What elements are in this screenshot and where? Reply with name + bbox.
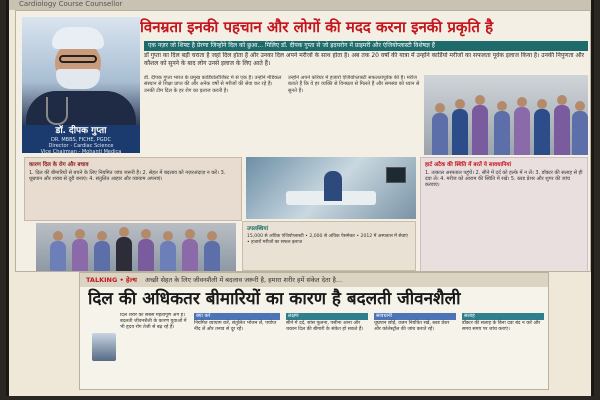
- column-a-text: नियमित व्यायाम करें, संतुलित भोजन लें, पर्याप्त नींद लें और तनाव से दूर रहें।: [194, 321, 277, 332]
- hospital-staff-photo: [36, 223, 236, 271]
- framed-newspaper-clippings: [6, 0, 594, 396]
- section-brand: TALKING • हेल्थ: [86, 276, 137, 284]
- lifestyle-column-left-text: दिल शरीर का सबसे महत्वपूर्ण अंग है। बदलती जीवनशैली के कारण युवाओं में भी हृदय रोग तेजी से बढ़ रहे हैं।: [120, 313, 187, 330]
- achievements-box: [242, 221, 416, 271]
- achievements-title: उपलब्धियां: [247, 226, 269, 232]
- lead-paragraph: डॉ गुप्ता का दिल बड़ी चराता है जहां दिल होता है और उनका दिल अपने मरीजों के साथ होता है। अब तक 20 वर्षों की यात्रा में उन्होंने कार्डियो मरीजों का सफलता पूर्वक इलाज किया है। उनकी निपुणता और कौशल को सुनने के बाद लोग उनसे इलाज के लिए आते हैं।: [144, 52, 585, 67]
- author-thumbnail-photo: [92, 333, 116, 361]
- section-tagline: [80, 273, 548, 287]
- article-headline: विनम्रता इनकी पहचान और लोगों की मदद करना इनकी प्रकृति है: [140, 18, 494, 36]
- column-d-heading: सलाह: [462, 313, 544, 320]
- column-b-text: सीने में दर्द, सांस फूलना, पसीना आना और थकान दिल की बीमारी के संकेत हो सकते हैं।: [286, 321, 364, 332]
- article-column-2: उन्होंने अपने करियर में हजारों एंजियोप्लास्टी सफलतापूर्वक की हैं। मरीज बताते हैं कि वे हर व्यक्ति से विनम्रता से मिलते हैं और समस्या को ध्यान से सुनते हैं।: [288, 75, 420, 94]
- doctor-credentials: DR. MBBS, FICHE, PGDC: [51, 137, 111, 143]
- column-c-heading: सावधानी: [374, 313, 456, 320]
- lifestyle-column-b: [286, 313, 368, 389]
- lifestyle-column-c: [374, 313, 456, 389]
- bottom-newspaper-clip: [79, 272, 549, 390]
- column-b-heading: लक्षण: [286, 313, 368, 320]
- top-newspaper-page: [15, 10, 591, 272]
- top-strip-text: Cardiology Course Counsellor: [19, 0, 123, 8]
- doctor-role-2: Vice Chairman - Mohanti Medica: [40, 149, 122, 153]
- doctor-nameplate: [22, 125, 140, 153]
- doctor-name: डॉ. दीपक गुप्ता: [55, 126, 107, 136]
- hospital-ward-photo: [246, 157, 416, 219]
- prevention-points-box: [24, 157, 242, 221]
- doctor-portrait-photo: [22, 17, 140, 125]
- prevention-box-title: कारण दिल के रोग और बचाव: [29, 162, 89, 168]
- achievements-text: 15,000 से अधिक एंजियोप्लास्टी • 2,000 से अधिक पेसमेकर • 2012 में अस्पताल में सेवाएं • हजारों मरीजों का सफल इलाज: [247, 234, 408, 245]
- caution-box-text: 1. तत्काल अस्पताल पहुंचें। 2. सीने में दर्द को हल्के में न लें। 3. डॉक्टर की सलाह से ही दवा लें। 4. मरीज को आराम की स्थिति में रखें। 5. ब्लड प्रेशर और शुगर की जांच करवाएं।: [425, 170, 583, 189]
- lifestyle-column-d: [462, 313, 544, 389]
- doctor-role-1: Director - Cardiac Science: [48, 143, 114, 149]
- lifestyle-headline: दिल की अधिकतर बीमारियों का कारण है बदलती जीवनशैली: [88, 289, 461, 309]
- top-strip: [9, 0, 591, 10]
- column-a-heading: क्या करें: [194, 313, 280, 320]
- column-d-text: डॉक्टर की सलाह के बिना दवा बंद न करें और समय समय पर जांच कराएं।: [462, 321, 541, 332]
- lifestyle-column-a: [194, 313, 280, 389]
- medical-team-photo: [424, 75, 588, 155]
- article-column-1: डॉ. दीपक गुप्ता भारत के प्रमुख कार्डियोलॉजिस्ट में से एक हैं। उन्होंने मेडिकल संस्थान से शिक्षा प्राप्त की और अनेक वर्षों से मरीजों की सेवा कर रहे हैं। उनकी टीम दिल के हर रोग का इलाज करती है।: [144, 75, 282, 94]
- caution-box-title: हार्ट अटैक की स्थिति में बरतें ये सावधानियां: [425, 162, 511, 168]
- prevention-box-text: 1. दिल की बीमारियों से बचने के लिए नियमित जांच जरूरी है। 2. सेहत में बदलाव को नज़रअंदाज़ न करें। 3. धूम्रपान और शराब से दूरी बनाएं। 4. संतुलित आहार और व्यायाम अपनाएं।: [29, 170, 226, 183]
- heart-attack-caution-box: [420, 157, 588, 272]
- tagline-text: अच्छी सेहत के लिए जीवनशैली में बदलाव जरूरी है, हमारा शरीर हमें संकेत देता है...: [144, 276, 343, 284]
- intro-bar: एक नज़र जो शिफ्ट है प्रेरणा जिन्होंने दिल को छुआ... मिलिए डॉ. दीपक गुप्ता से जो ह्रदयरोग में प्राइमरी और एंजियोप्लास्टी विशेषज्ञ हैं: [144, 41, 588, 51]
- column-c-text: धूम्रपान छोड़ें, वजन नियंत्रित रखें, ब्लड प्रेशर और कोलेस्ट्रॉल की जांच कराते रहें।: [374, 321, 450, 332]
